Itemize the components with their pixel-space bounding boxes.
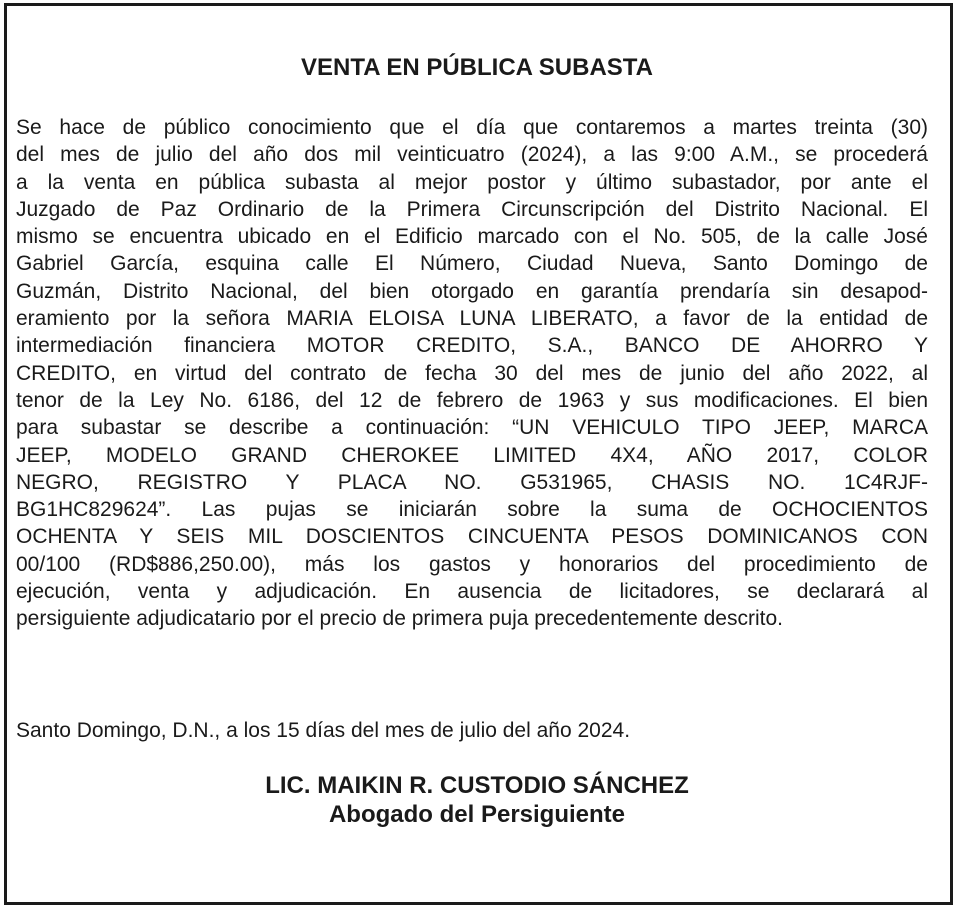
body-line: para subastar se describe a continuación: “UN VEHICULO TIPO JEEP, MARCA (16, 416, 928, 440)
signature-name: LIC. MAIKIN R. CUSTODIO SÁNCHEZ (265, 772, 689, 799)
body-line: NEGRO, REGISTRO Y PLACA NO. G531965, CHASIS NO. 1C4RJF- (16, 470, 928, 494)
body-line: eramiento por la señora MARIA ELOISA LUNA LIBERATO, a favor de la entidad de (16, 307, 928, 331)
body-line: tenor de la Ley No. 6186, del 12 de febrero de 1963 y sus modificaciones. El bien (16, 388, 928, 412)
body-line: a la venta en pública subasta al mejor postor y último subastador, por ante el (16, 170, 928, 194)
signature-role: Abogado del Persiguiente (328, 801, 626, 828)
body-line: Se hace de público conocimiento que el día que contaremos a martes treinta (30) (16, 116, 928, 139)
body-line: 00/100 (RD$886,250.00), más los gastos y honorarios del procedimiento de (16, 552, 928, 576)
body-line: intermediación financiera MOTOR CREDITO, S.A., BANCO DE AHORRO Y (16, 334, 928, 358)
body-line: del mes de julio del año dos mil veinticuatro (2024), a las 9:00 A.M., se procederá (16, 143, 928, 167)
dateline: Santo Domingo, D.N., a los 15 días del mes de julio del año 2024. (16, 719, 631, 742)
body-line: persiguiente adjudicatario por el precio de primera puja precedentemente descrito. (16, 607, 783, 631)
notice-title: VENTA EN PÚBLICA SUBASTA (300, 54, 653, 81)
body-line: Gabriel García, esquina calle El Número, Ciudad Nueva, Santo Domingo de (16, 252, 928, 276)
body-line: CREDITO, en virtud del contrato de fecha 30 del mes de junio del año 2022, al (16, 361, 928, 385)
body-line: Juzgado de Paz Ordinario de la Primera Circunscripción del Distrito Nacional. El (16, 197, 928, 221)
body-line: BG1HC829624”. Las pujas se iniciarán sobre la suma de OCHOCIENTOS (16, 498, 928, 522)
signature-block (0, 771, 954, 829)
body-line: mismo se encuentra ubicado en el Edificio marcado con el No. 505, de la calle José (16, 225, 928, 249)
body-line: ejecución, venta y adjudicación. En ausencia de licitadores, se declarará al (16, 580, 928, 604)
body-line: Guzmán, Distrito Nacional, del bien otorgado en garantía prendaría sin desapod- (16, 279, 928, 303)
notice-body (16, 114, 928, 633)
body-line: JEEP, MODELO GRAND CHEROKEE LIMITED 4X4, AÑO 2017, COLOR (16, 443, 928, 467)
body-line: OCHENTA Y SEIS MIL DOSCIENTOS CINCUENTA PESOS DOMINICANOS CON (16, 525, 928, 549)
